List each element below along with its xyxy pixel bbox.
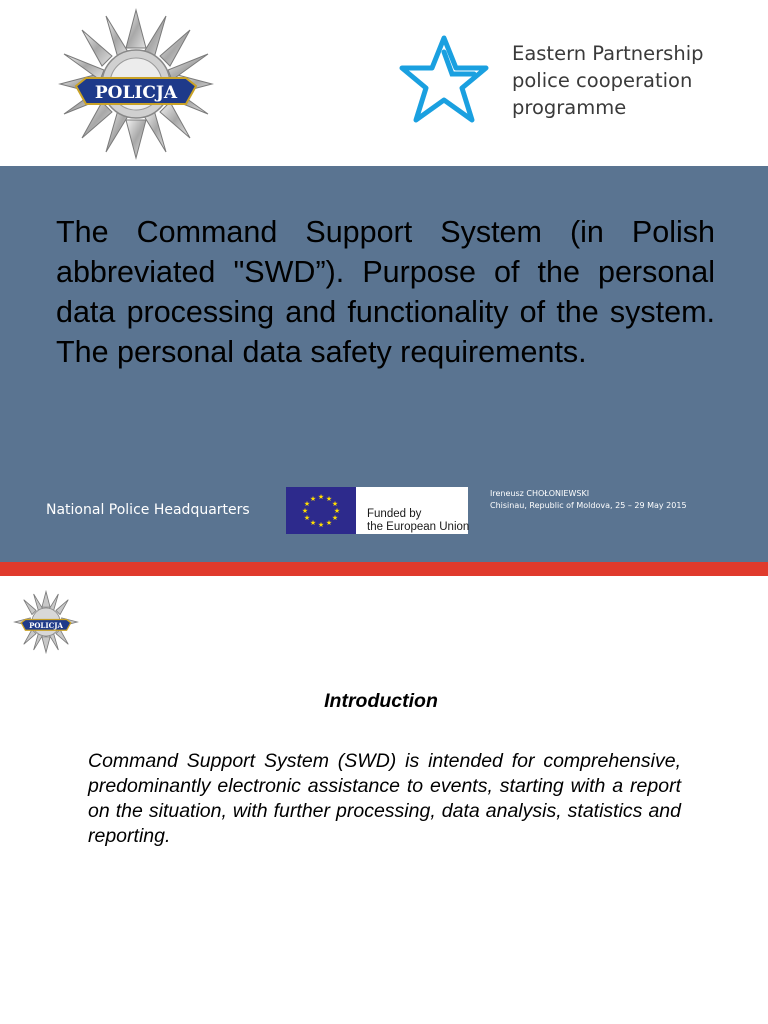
title-banner	[0, 166, 768, 562]
intro-paragraph: Command Support System (SWD) is intended for comprehensive, predominantly electronic assistance to events, starting with a report on the situation, with further processing, data analysis, statistics and reporting.	[88, 750, 681, 847]
partner-line: programme	[512, 96, 627, 119]
eastern-partnership-star-icon	[398, 34, 490, 124]
police-badge-small-logo	[13, 590, 79, 654]
svg-text:★: ★	[309, 495, 317, 503]
svg-text:★: ★	[331, 514, 339, 522]
eu-funding-text	[367, 508, 469, 534]
police-badge-text: POLICJA	[94, 83, 178, 103]
svg-text:★: ★	[325, 519, 333, 527]
svg-text:★: ★	[317, 493, 325, 501]
partner-line: police cooperation	[512, 69, 693, 92]
organization-name: National Police Headquarters	[46, 502, 250, 518]
svg-text:★: ★	[303, 500, 311, 508]
svg-text:★: ★	[309, 519, 317, 527]
eastern-partnership-title	[512, 40, 704, 121]
svg-text:★: ★	[325, 495, 333, 503]
section-heading: Introduction	[324, 690, 438, 712]
eu-funding-line: the European Union	[367, 521, 470, 533]
eu-funding-line: Funded by	[367, 508, 422, 520]
svg-text:★: ★	[333, 507, 341, 515]
police-badge-logo	[56, 8, 216, 160]
svg-text:★: ★	[317, 521, 325, 529]
presenter-event: Chisinau, Republic of Moldova, 25 – 29 May 2015	[490, 501, 687, 510]
svg-text:★: ★	[303, 514, 311, 522]
accent-stripe	[0, 562, 768, 576]
svg-text:★: ★	[301, 507, 309, 515]
police-badge-small-text: POLICJA	[29, 620, 63, 630]
eu-funding-logo	[286, 487, 468, 534]
slide-header	[0, 0, 768, 166]
presenter-info	[490, 488, 687, 512]
partner-line: Eastern Partnership	[512, 42, 704, 65]
presenter-name: Ireneusz CHOŁONIEWSKI	[490, 489, 590, 498]
eu-flag-icon	[286, 487, 356, 534]
svg-text:★: ★	[331, 500, 339, 508]
slide-title: The Command Support System (in Polish abbreviated "SWD”). Purpose of the personal data processing and functionality of the system. The personal data safety requirements.	[56, 215, 715, 369]
